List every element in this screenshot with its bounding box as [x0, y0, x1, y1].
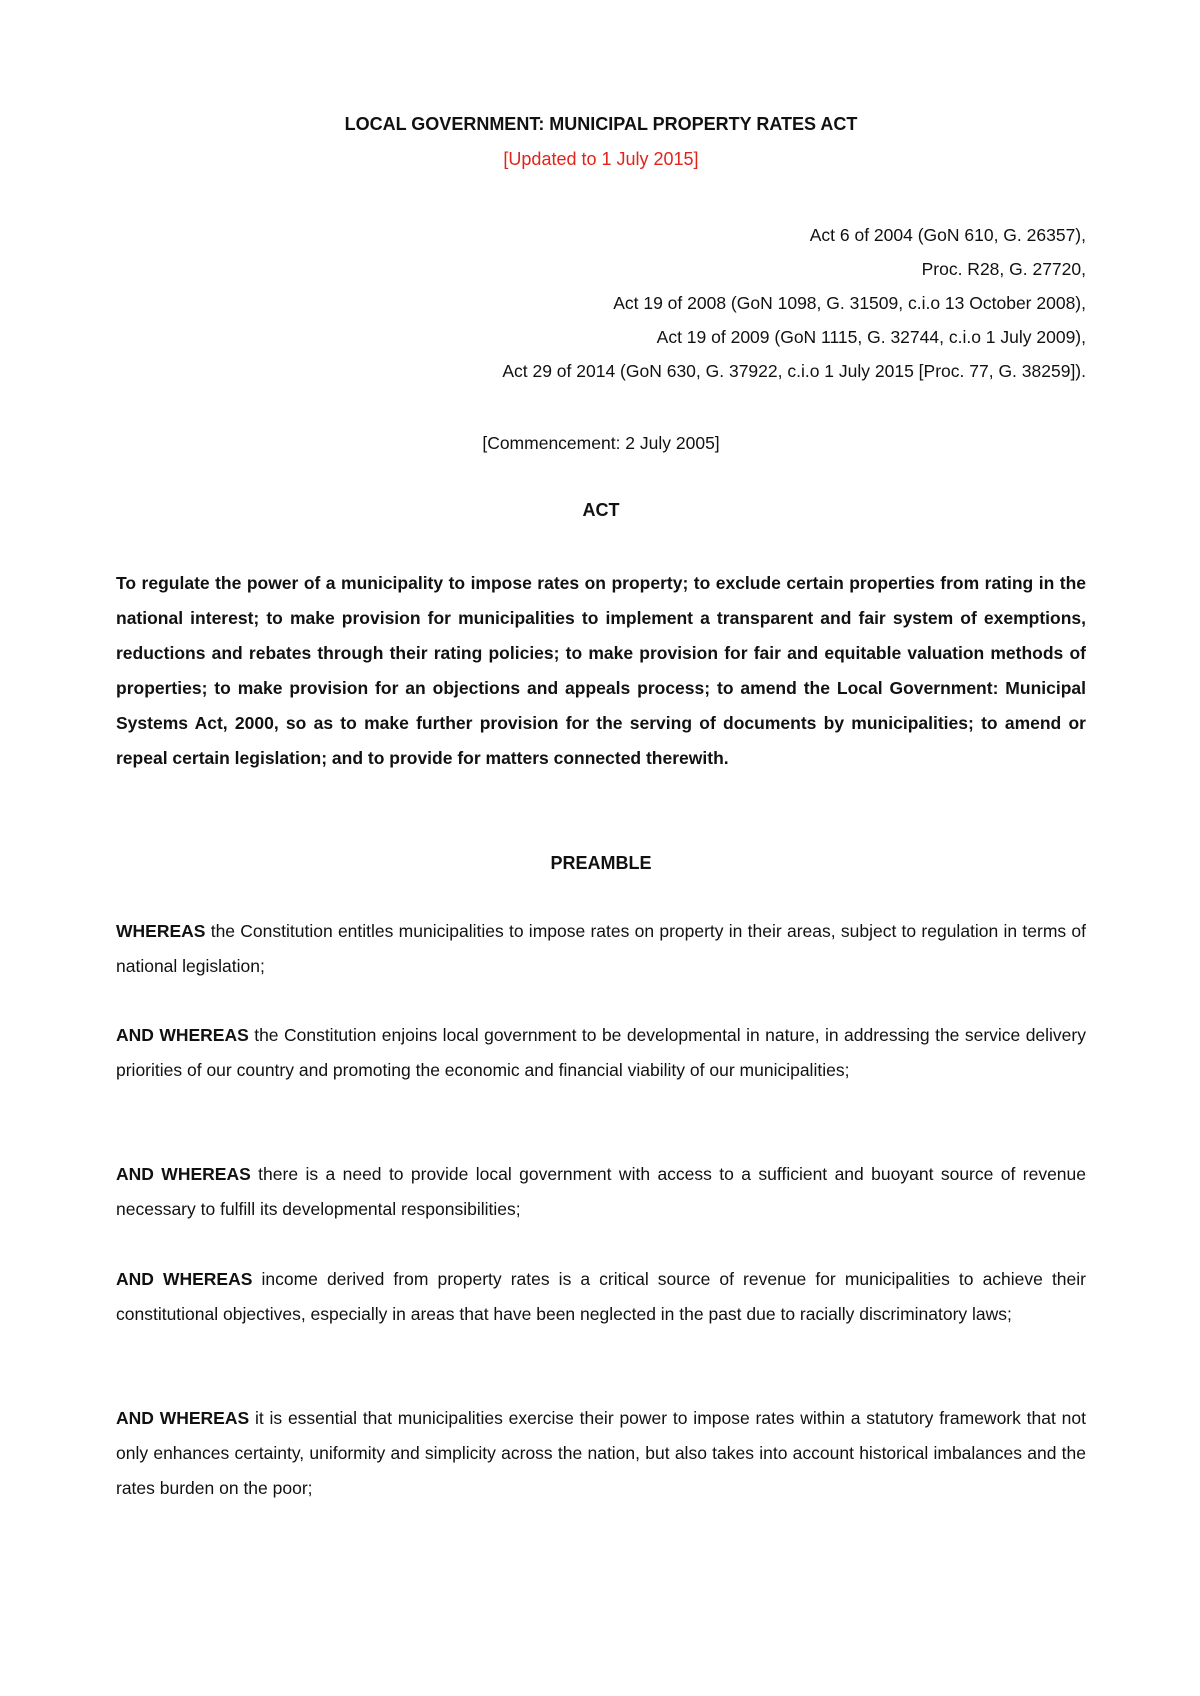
preamble-clause — [116, 914, 1086, 984]
clause-text: the Constitution enjoins local government to be developmental in nature, in addressing the service delivery priorities of our country and promoting the economic and financial viability of our municipalities; — [116, 1025, 1086, 1080]
act-heading: ACT — [582, 500, 620, 520]
long-title: To regulate the power of a municipality to impose rates on property; to exclude certain properties from rating in the national interest; to make provision for municipalities to implement a transparent and fair system of exemptions, reductions and rebates through their rating policies; to make provision for fair and equitable valuation methods of properties; to make provision for an objections and appeals process; to amend the Local Government: Municipal Systems Act, 2000, so as to make further provision for the serving of documents by municipalities; to amend or repeal certain legislation; and to provide for matters connected therewith. — [116, 573, 1086, 768]
clause-text: there is a need to provide local government with access to a sufficient and buoyant source of revenue necessary to fulfill its developmental responsibilities; — [116, 1164, 1086, 1219]
preamble-clause — [116, 1262, 1086, 1332]
amendment-line: Act 19 of 2009 (GoN 1115, G. 32744, c.i.o 1 July 2009), — [656, 327, 1086, 347]
amendment-line: Act 6 of 2004 (GoN 610, G. 26357), — [809, 225, 1086, 245]
preamble-clause — [116, 1157, 1086, 1227]
amendment-history — [116, 218, 1086, 388]
clause-text: the Constitution entitles municipalities to impose rates on property in their areas, subject to regulation in terms of national legislation; — [116, 921, 1086, 976]
clause-lead: WHEREAS — [116, 921, 206, 941]
amendment-line: Act 29 of 2014 (GoN 630, G. 37922, c.i.o 1 July 2015 [Proc. 77, G. 38259]). — [502, 361, 1086, 381]
preamble-clause — [116, 1018, 1086, 1088]
amendment-line: Act 19 of 2008 (GoN 1098, G. 31509, c.i.o 13 October 2008), — [613, 293, 1086, 313]
clause-lead: AND WHEREAS — [116, 1025, 249, 1045]
clause-text: it is essential that municipalities exercise their power to impose rates within a statutory framework that not only enhances certainty, uniformity and simplicity across the nation, but also takes into account historical imbalances and the rates burden on the poor; — [116, 1408, 1086, 1498]
act-title: LOCAL GOVERNMENT: MUNICIPAL PROPERTY RATES ACT — [344, 114, 858, 134]
updated-note: [Updated to 1 July 2015] — [503, 149, 699, 169]
clause-lead: AND WHEREAS — [116, 1408, 250, 1428]
document-page — [116, 0, 1086, 1696]
clause-lead: AND WHEREAS — [116, 1269, 253, 1289]
preamble-clause — [116, 1401, 1086, 1506]
clause-text: income derived from property rates is a critical source of revenue for municipalities to achieve their constitutional objectives, especially in areas that have been neglected in the past due to racially discriminatory laws; — [116, 1269, 1086, 1324]
clause-lead: AND WHEREAS — [116, 1164, 251, 1184]
preamble-heading: PREAMBLE — [550, 853, 652, 873]
commencement-note: [Commencement: 2 July 2005] — [482, 433, 720, 453]
amendment-line: Proc. R28, G. 27720, — [921, 259, 1086, 279]
